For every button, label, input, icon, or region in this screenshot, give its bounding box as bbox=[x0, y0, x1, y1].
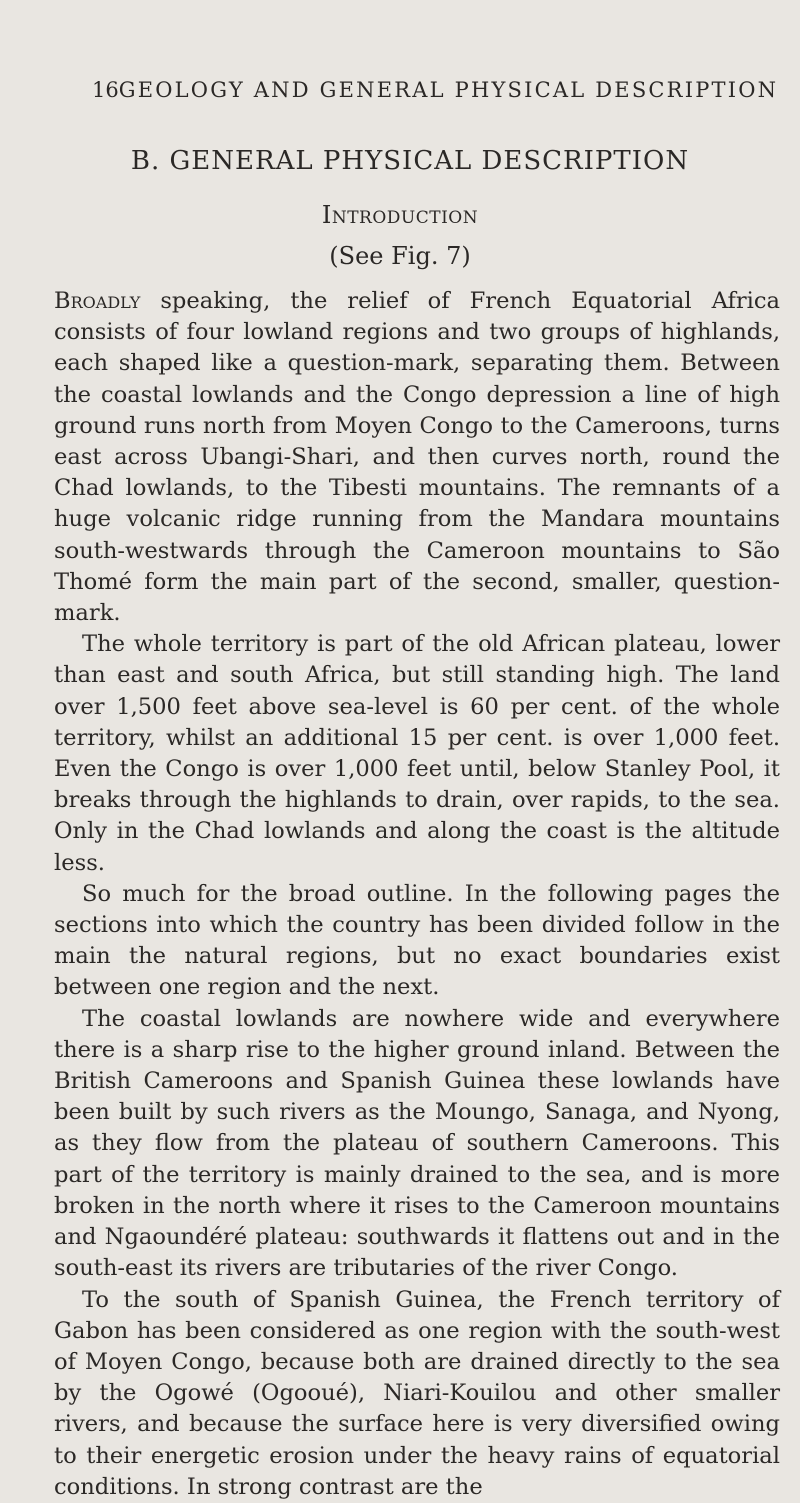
page-number: 16 bbox=[92, 78, 119, 102]
paragraph-1-text: speaking, the relief of French Equatorial Africa consists of four lowland regions and two groups of highlands, each shaped like a question-mark, separating them. Between the coastal lowlands and the Congo depression a line of high ground runs north from Moyen Congo to the Cameroons, turns east across Ubangi-Shari, and then curves north, round the Chad lowlands, to the Tibesti mountains. The remnants of a huge volcanic ridge running from the Mandara mountains south-westwards through the Cameroon mountains to São Thomé form the main part of the second, smaller, question-mark. bbox=[54, 288, 780, 627]
paragraph-2: The whole territory is part of the old African plateau, lower than east and south Africa, but still standing high. The land over 1,500 feet above sea-level is 60 per cent. of the whole territory, whilst an additional 15 per cent. is over 1,000 feet. Even the Congo is over 1,000 feet until, below Stanley Pool, it breaks through the highlands to drain, over rapids, to the sea. Only in the Chad lowlands and along the coast is the altitude less. bbox=[54, 631, 780, 876]
subheading: Introduction bbox=[321, 201, 479, 229]
paragraph-3: So much for the broad outline. In the following pages the sections into which the country has been divided follow in the main the natural regions, but no exact boundaries exist between one region and the next. bbox=[54, 880, 780, 1001]
paragraph-5: To the south of Spanish Guinea, the French territory of Gabon has been considered as one region with the south-west of Moyen Congo, because both are drained directly to the sea by the Ogowé (Ogooué), Niari-Kouilou and other smaller rivers, and because the surface here is very diversified owing to their energetic erosion under the heavy rains of equatorial conditions. In strong contrast are the bbox=[54, 1286, 780, 1500]
paragraph-1 bbox=[54, 286, 780, 629]
section-title: B. GENERAL PHYSICAL DESCRIPTION bbox=[130, 146, 690, 176]
lead-word: Broadly bbox=[54, 288, 141, 314]
paragraph-4: The coastal lowlands are nowhere wide and everywhere there is a sharp rise to the higher ground inland. Between the British Cameroons and Spanish Guinea these lowlands have been built by such rivers as the Moungo, Sanaga, and Nyong, as they flow from the plateau of southern Cameroons. This part of the territory is mainly drained to the sea, and is more broken in the north where it rises to the Cameroon mountains and Ngaoundéré plateau: southwards it flattens out and in the south-east its rivers are tributaries of the river Congo. bbox=[54, 1005, 780, 1282]
figure-reference: (See Fig. 7) bbox=[329, 242, 471, 270]
running-head bbox=[92, 78, 779, 102]
running-head-title: GEOLOGY AND GENERAL PHYSICAL DESCRIPTION bbox=[118, 78, 779, 102]
body-text bbox=[54, 286, 780, 1503]
